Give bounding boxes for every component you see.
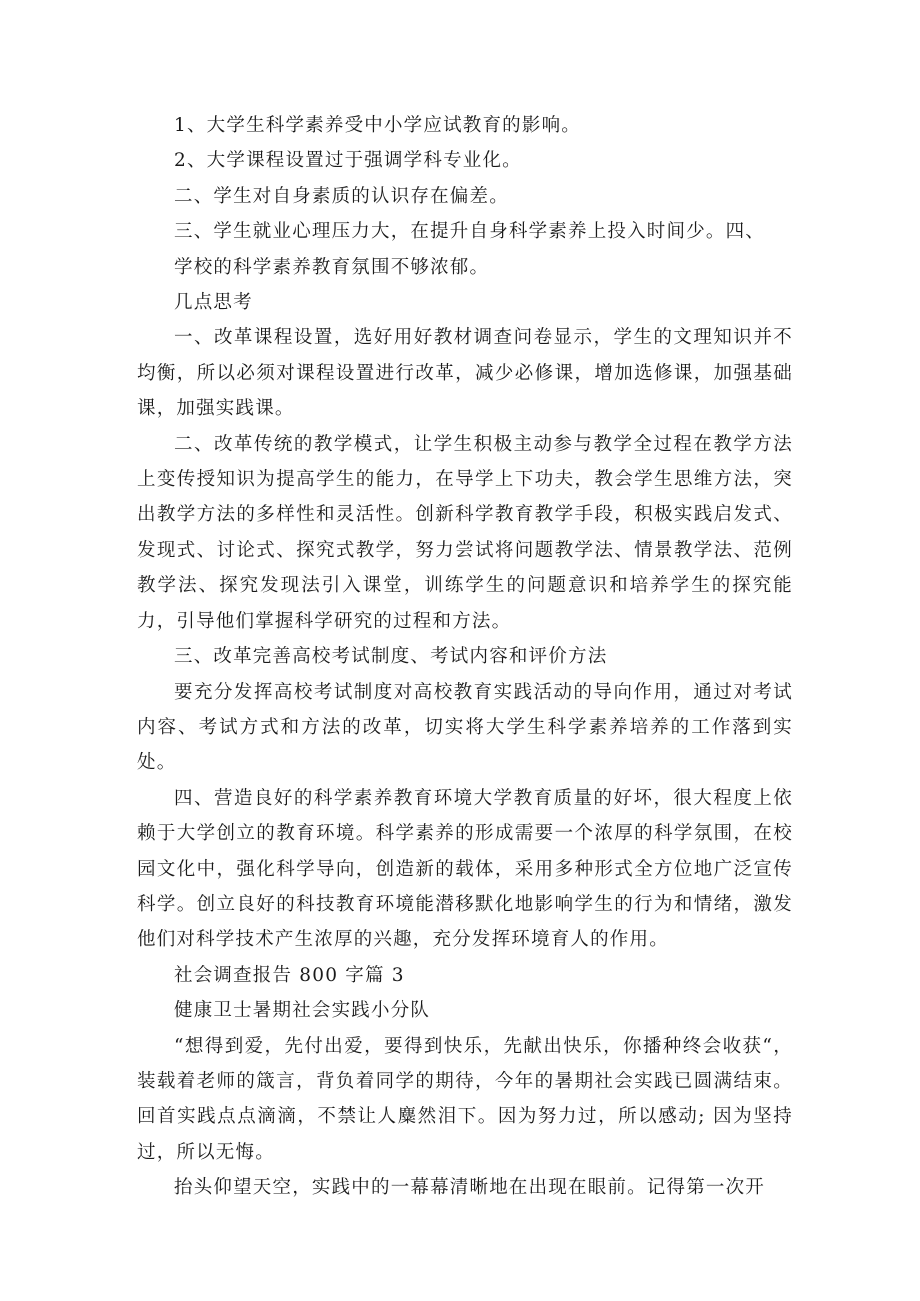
- team-name: 健康卫士暑期社会实践小分队: [174, 1000, 431, 1022]
- heading-reflections: 几点思考: [174, 292, 253, 314]
- paragraph-teaching-reform: 二、改革传统的教学模式，让学生积极主动参与教学全过程在教学方法上变传授知识为提高学生的能力，在导学上下功夫，教会学生思维方法，突出教学方法的多样性和灵活性。创新科学教育教学手段，积极实践启发式、发现式、讨论式、探究式教学，努力尝试将问题教学法、情景教学法、范例教学法、探究发现法引入课堂，训练学生的问题意识和培养学生的探究能力，引导他们掌握科学研究的过程和方法。: [137, 433, 793, 632]
- paragraph-environment: 四、营造良好的科学素养教育环境大学教育质量的好坏，很大程度上依赖于大学创立的教育环境。科学素养的形成需要一个浓厚的科学氛围，在校园文化中，强化科学导向，创造新的载体，采用多种形式全方位地广泛宣传科学。创立良好的科技教育环境能潜移默化地影响学生的行为和情绪，激发他们对科学技术产生浓厚的兴趣，充分发挥环境育人的作用。: [137, 787, 793, 951]
- section-heading-3: 三、学生就业心理压力大，在提升自身科学素养上投入时间少。四、: [174, 221, 766, 243]
- list-item-2: 2、大学课程设置过于强调学科专业化。: [174, 150, 522, 172]
- list-item-1: 1、大学生科学素养受中小学应试教育的影响。: [174, 115, 581, 136]
- paragraph-quote: “想得到爱，先付出爱，要得到快乐，先献出快乐，你播种终会收获“，装载着老师的箴言，背负着同学的期待，今年的暑期社会实践已圆满结束。回首实践点点滴滴，不禁让人麋然泪下。因为努力过，所以感动; 因为坚持过，所以无悔。: [137, 1035, 793, 1163]
- paragraph-recollection: 抬头仰望天空，实践中的一幕幕清晰地在出现在眼前。记得第一次开: [174, 1177, 766, 1199]
- paragraph-exam-reform: 要充分发挥高校考试制度对高校教育实践活动的导向作用，通过对考试内容、考试方式和方法的改革，切实将大学生科学素养培养的工作落到实处。: [137, 681, 793, 774]
- heading-exam-reform: 三、改革完善高校考试制度、考试内容和评价方法: [174, 646, 608, 668]
- paragraph-curriculum-reform: 一、改革课程设置，选好用好教材调查问卷显示，学生的文理知识并不均衡，所以必须对课程设置进行改革，减少必修课，增加选修课，加强基础课，加强实践课。: [137, 327, 793, 420]
- section-heading-4: 学校的科学素养教育氛围不够浓郁。: [174, 256, 490, 278]
- document-page: [137, 108, 793, 1206]
- section-heading-2: 二、学生对自身素质的认识存在偏差。: [174, 185, 509, 207]
- report-title: 社会调查报告 800 字篇 3: [174, 964, 405, 986]
